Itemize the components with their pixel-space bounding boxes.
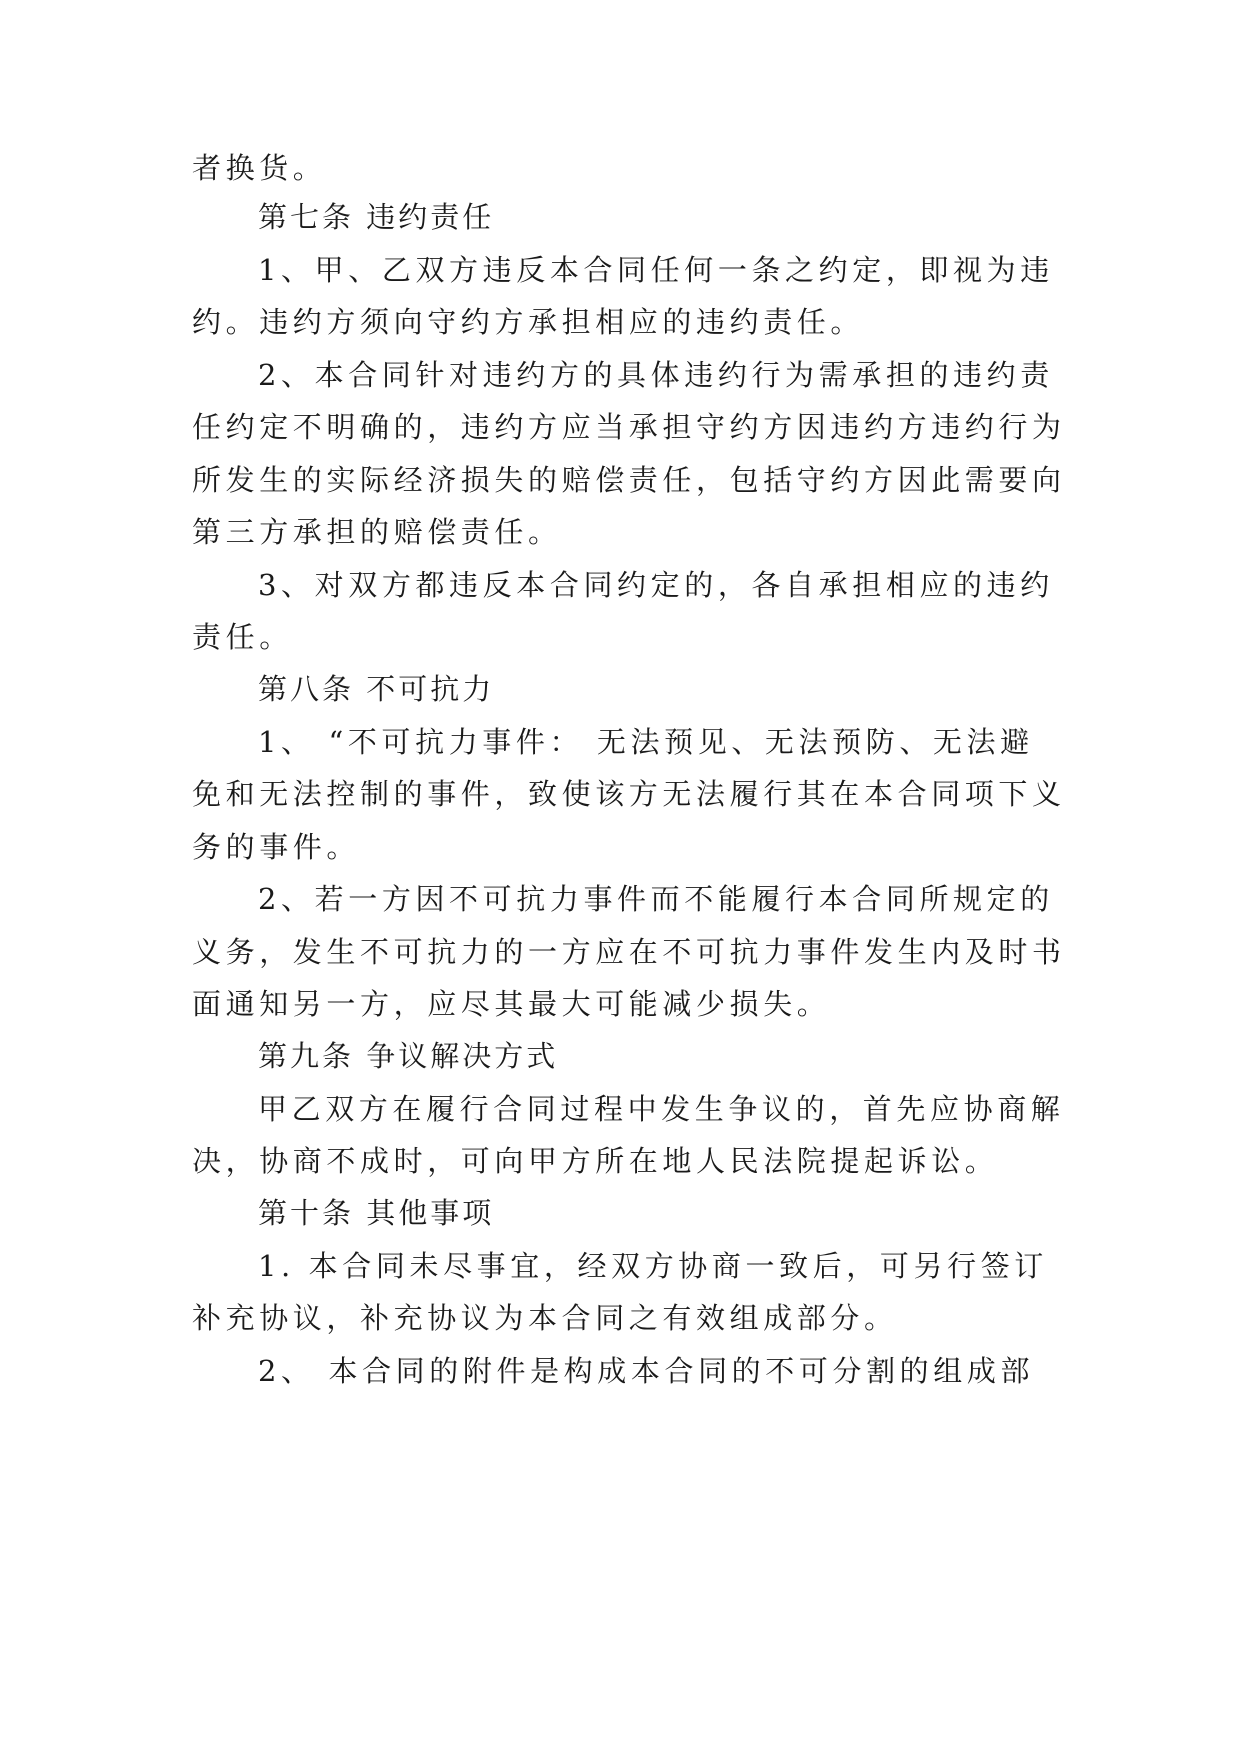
text-line: 务的事件。 bbox=[192, 830, 361, 864]
text-line: 2、 本合同的附件是构成本合同的不可分割的组成部 bbox=[258, 1354, 1035, 1388]
section-heading-7: 第七条 违约责任 bbox=[258, 200, 495, 234]
text-line: 2、若一方因不可抗力事件而不能履行本合同所规定的 bbox=[258, 882, 1054, 916]
section-heading-8: 第八条 不可抗力 bbox=[258, 672, 495, 706]
text-line: 3、对双方都违反本合同约定的，各自承担相应的违约 bbox=[258, 568, 1054, 602]
text-line: 2、本合同针对违约方的具体违约行为需承担的违约责 bbox=[258, 358, 1054, 392]
text-line: 任约定不明确的，违约方应当承担守约方因违约方违约行为 bbox=[192, 410, 1066, 444]
section-heading-10: 第十条 其他事项 bbox=[258, 1196, 495, 1230]
text-line: 免和无法控制的事件，致使该方无法履行其在本合同项下义 bbox=[192, 777, 1066, 811]
text-line: 决，协商不成时，可向甲方所在地人民法院提起诉讼。 bbox=[192, 1144, 999, 1178]
text-line: 1. 本合同未尽事宜，经双方协商一致后，可另行签订 bbox=[258, 1249, 1048, 1283]
text-line: 第三方承担的赔偿责任。 bbox=[192, 515, 562, 549]
text-line: 者换货。 bbox=[192, 151, 327, 185]
text-line: 1、甲、乙双方违反本合同任何一条之约定，即视为违 bbox=[258, 253, 1054, 287]
text-line: 甲乙双方在履行合同过程中发生争议的，首先应协商解 bbox=[258, 1092, 1065, 1126]
text-line: 1、 “不可抗力事件： 无法预见、无法预防、无法避 bbox=[258, 725, 1034, 759]
text-line: 责任。 bbox=[192, 620, 293, 654]
text-line: 义务，发生不可抗力的一方应在不可抗力事件发生内及时书 bbox=[192, 935, 1066, 969]
text-line: 所发生的实际经济损失的赔偿责任，包括守约方因此需要向 bbox=[192, 463, 1066, 497]
text-line: 面通知另一方，应尽其最大可能减少损失。 bbox=[192, 987, 831, 1021]
text-line: 补充协议，补充协议为本合同之有效组成部分。 bbox=[192, 1301, 898, 1335]
section-heading-9: 第九条 争议解决方式 bbox=[258, 1039, 559, 1073]
text-line: 约。违约方须向守约方承担相应的违约责任。 bbox=[192, 305, 865, 339]
